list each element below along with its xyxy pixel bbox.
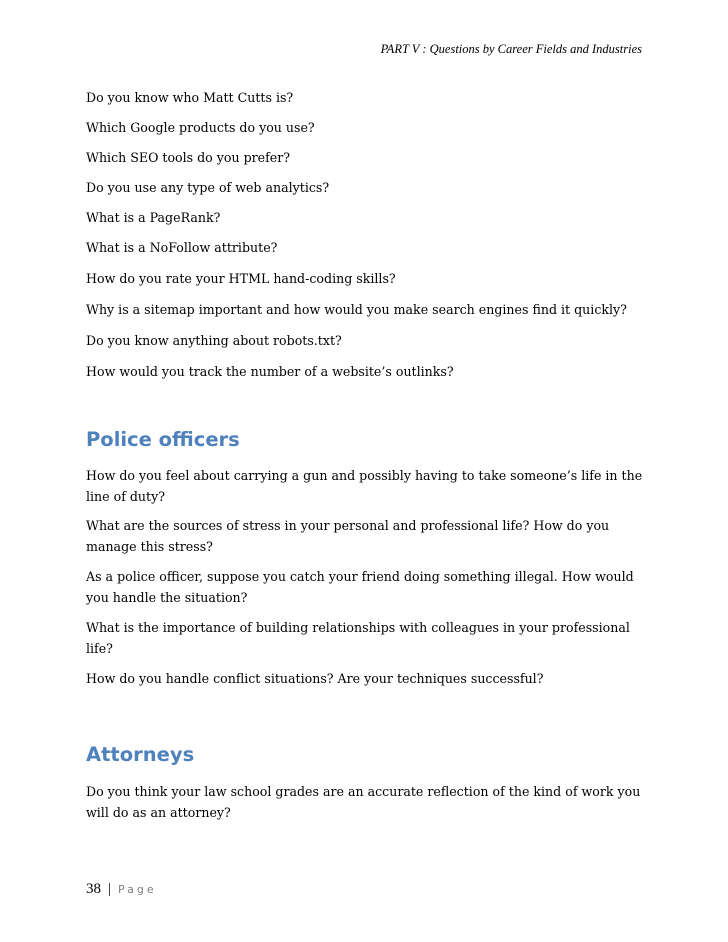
question-item: Which Google products do you use? bbox=[86, 120, 315, 135]
page-number: 38 bbox=[86, 881, 101, 897]
running-header: PART V : Questions by Career Fields and Industries bbox=[380, 42, 642, 56]
page-label: Page bbox=[118, 883, 157, 896]
footer-separator: | bbox=[108, 881, 112, 897]
question-item: How do you rate your HTML hand-coding skills? bbox=[86, 271, 396, 286]
question-item: Do you use any type of web analytics? bbox=[86, 180, 330, 195]
question-item: How do you handle conflict situations? Are your techniques successful? bbox=[86, 671, 544, 686]
question-item: As a police officer, suppose you catch your friend doing something illegal. How would you handle the situation? bbox=[86, 569, 634, 605]
question-item: What is the importance of building relationships with colleagues in your professional life? bbox=[86, 620, 630, 656]
question-item: How would you track the number of a website’s outlinks? bbox=[86, 364, 454, 379]
question-item: What is a PageRank? bbox=[86, 210, 221, 225]
question-item: How do you feel about carrying a gun and possibly having to take someone’s life in the line of duty? bbox=[86, 468, 643, 504]
question-item: Do you know anything about robots.txt? bbox=[86, 333, 342, 348]
question-item: Which SEO tools do you prefer? bbox=[86, 150, 290, 165]
question-item: What is a NoFollow attribute? bbox=[86, 240, 278, 255]
page-footer bbox=[86, 880, 157, 898]
section-heading-police-officers: Police officers bbox=[86, 428, 240, 451]
question-item: What are the sources of stress in your personal and professional life? How do you manage this stress? bbox=[86, 518, 610, 554]
question-item: Do you think your law school grades are an accurate reflection of the kind of work you will do as an attorney? bbox=[86, 784, 641, 820]
section-heading-attorneys: Attorneys bbox=[86, 743, 195, 766]
question-item: Why is a sitemap important and how would you make search engines find it quickly? bbox=[86, 302, 627, 317]
question-item: Do you know who Matt Cutts is? bbox=[86, 90, 294, 105]
